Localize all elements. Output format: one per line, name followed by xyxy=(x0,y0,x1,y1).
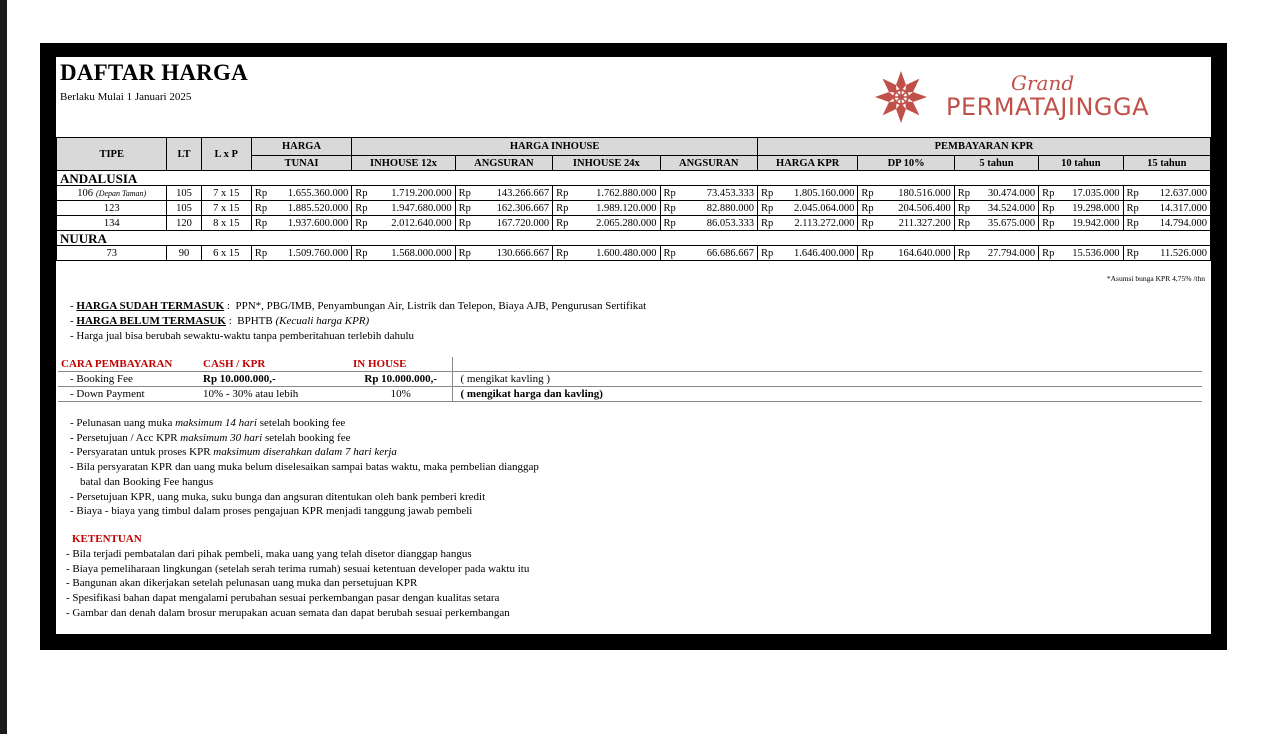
ketentuan-item: - Bila terjadi pembatalan dari pihak pembeli, maka uang yang telah disetor dianggap hangus xyxy=(66,548,472,560)
cell-lt: 105 xyxy=(167,201,201,216)
excluded-line: - HARGA BELUM TERMASUK : BPHTB (Kecuali harga KPR) xyxy=(70,315,370,327)
col-inhouse-12x: INHOUSE 12x xyxy=(352,156,455,171)
cell-lt: 90 xyxy=(167,246,201,261)
term-item: - Persyaratan untuk proses KPR maksimum diserahkan dalam 7 hari kerja xyxy=(70,446,397,459)
included-text: PPN*, PBG/IMB, Penyambungan Air, Listrik dan Telepon, Biaya AJB, Pengurusan Sertifikat xyxy=(235,300,647,312)
header-row-1 xyxy=(57,138,1211,156)
cell-lxp: 7 x 15 xyxy=(201,201,251,216)
col-group-kpr: PEMBAYARAN KPR xyxy=(757,138,1210,156)
ketentuan-item: - Spesifikasi bahan dapat mengalami perubahan sesuai perkembangan pasar dengan kualitas setara xyxy=(66,592,500,605)
cell-price: Rp 1.805.160.000 xyxy=(757,186,857,201)
cell-price: Rp 82.880.000 xyxy=(660,201,757,216)
term-item: - Pelunasan uang muka maksimum 14 hari setelah booking fee xyxy=(70,417,346,429)
cell-price: Rp 1.600.480.000 xyxy=(553,246,660,261)
col-harga-bottom: TUNAI xyxy=(251,156,351,171)
col-harga-kpr: HARGA KPR xyxy=(757,156,857,171)
payment-head-cash: CASH / KPR xyxy=(200,357,350,372)
mandala-logo-icon xyxy=(868,69,934,125)
cell-price: Rp 1.646.400.000 xyxy=(757,246,857,261)
cell-price: Rp 17.035.000 xyxy=(1039,186,1123,201)
payment-table xyxy=(58,357,1202,402)
cell-price: Rp 19.942.000 xyxy=(1039,216,1123,231)
col-angsuran-12: ANGSURAN xyxy=(455,156,552,171)
cell-price: Rp 30.474.000 xyxy=(954,186,1038,201)
cell-price: Rp 2.065.280.000 xyxy=(553,216,660,231)
cell-price: Rp 19.298.000 xyxy=(1039,201,1123,216)
ketentuan-title: KETENTUAN xyxy=(72,533,142,545)
excluded-label: HARGA BELUM TERMASUK xyxy=(76,315,226,327)
col-5-tahun: 5 tahun xyxy=(954,156,1038,171)
payment-head-method: CARA PEMBAYARAN xyxy=(58,357,200,372)
ketentuan-item: - Gambar dan denah dalam brosur merupakan acuan semata dan dapat berubah sesuai perkembangan xyxy=(66,606,510,619)
col-lt: LT xyxy=(167,138,201,171)
cell-price: Rp 1.509.760.000 xyxy=(251,246,351,261)
cell-price: Rp 66.686.667 xyxy=(660,246,757,261)
term-item: - Biaya - biaya yang timbul dalam proses pengajuan KPR menjadi tanggung jawab pembeli xyxy=(70,505,473,518)
brand-logo xyxy=(868,67,1168,127)
cell-tipe: 106 (Depan Taman) xyxy=(57,186,167,201)
col-harga-top: HARGA xyxy=(251,138,351,156)
interest-footnote: *Asumsi bunga KPR 4,75% /thn xyxy=(1106,274,1205,283)
term-item: - Persetujuan KPR, uang muka, suku bunga dan angsuran ditentukan oleh bank pemberi kredit xyxy=(70,490,486,503)
cell-price: Rp 1.947.680.000 xyxy=(352,201,455,216)
col-group-inhouse: HARGA INHOUSE xyxy=(352,138,758,156)
cell-price: Rp 162.306.667 xyxy=(455,201,552,216)
cell-price: Rp 180.516.000 xyxy=(858,186,954,201)
price-table-body xyxy=(57,171,1211,261)
payment-row-dp: - Down Payment 10% - 30% atau lebih 10% ( mengikat harga dan kavling) xyxy=(58,387,1202,402)
cell-price: Rp 27.794.000 xyxy=(954,246,1038,261)
group-name: NUURA xyxy=(57,231,1211,246)
ketentuan-item: - Bangunan akan dikerjakan setelah pelunasan uang muka dan persetujuan KPR xyxy=(66,577,418,590)
document-subtitle: Berlaku Mulai 1 Januari 2025 xyxy=(60,91,192,103)
price-table xyxy=(56,137,1211,261)
logo-brand-text: PERMATAJINGGA xyxy=(946,93,1150,121)
table-row xyxy=(57,246,1211,261)
cell-tipe: 134 xyxy=(57,216,167,231)
cell-price: Rp 1.719.200.000 xyxy=(352,186,455,201)
group-row xyxy=(57,231,1211,246)
cell-tipe: 123 xyxy=(57,201,167,216)
cell-price: Rp 34.524.000 xyxy=(954,201,1038,216)
cell-price: Rp 211.327.200 xyxy=(858,216,954,231)
cell-lt: 105 xyxy=(167,186,201,201)
cell-price: Rp 1.885.520.000 xyxy=(251,201,351,216)
cell-price: Rp 15.536.000 xyxy=(1039,246,1123,261)
cell-price: Rp 2.045.064.000 xyxy=(757,201,857,216)
cell-lxp: 6 x 15 xyxy=(201,246,251,261)
window-edge xyxy=(0,0,7,734)
col-10-tahun: 10 tahun xyxy=(1039,156,1123,171)
term-item: - Bila persyaratan KPR dan uang muka belum diselesaikan sampai batas waktu, maka pembelian dianggap xyxy=(70,461,539,474)
payment-terms xyxy=(70,416,539,519)
logo-script-text: Grand xyxy=(1011,71,1075,95)
included-label: HARGA SUDAH TERMASUK xyxy=(76,300,225,312)
cell-price: Rp 2.012.640.000 xyxy=(352,216,455,231)
cell-tipe: 73 xyxy=(57,246,167,261)
ketentuan-item: - Biaya pemeliharaan lingkungan (setelah serah terima rumah) sesuai ketentuan developer pada waktu itu xyxy=(66,562,530,575)
cell-price: Rp 130.666.667 xyxy=(455,246,552,261)
col-tipe: TIPE xyxy=(57,138,167,171)
table-row xyxy=(57,186,1211,201)
cell-price: Rp 1.989.120.000 xyxy=(553,201,660,216)
excluded-text: BPHTB xyxy=(237,315,273,327)
cell-price: Rp 143.266.667 xyxy=(455,186,552,201)
cell-price: Rp 204.506.400 xyxy=(858,201,954,216)
cell-lt: 120 xyxy=(167,216,201,231)
cell-price: Rp 1.762.880.000 xyxy=(553,186,660,201)
cell-lxp: 7 x 15 xyxy=(201,186,251,201)
cell-price: Rp 1.568.000.000 xyxy=(352,246,455,261)
cell-price: Rp 14.317.000 xyxy=(1123,201,1210,216)
term-item: batal dan Booking Fee hangus xyxy=(80,475,214,488)
group-row xyxy=(57,171,1211,186)
col-dp: DP 10% xyxy=(858,156,954,171)
cell-price: Rp 1.655.360.000 xyxy=(251,186,351,201)
cell-price: Rp 167.720.000 xyxy=(455,216,552,231)
cell-price: Rp 12.637.000 xyxy=(1123,186,1210,201)
price-sheet xyxy=(56,57,1211,634)
payment-row-booking: - Booking Fee Rp 10.000.000,- Rp 10.000.000,- ( mengikat kavling ) xyxy=(58,372,1202,387)
group-name: ANDALUSIA xyxy=(57,171,1211,186)
ketentuan-list xyxy=(66,547,529,621)
term-item: - Persetujuan / Acc KPR maksimum 30 hari setelah booking fee xyxy=(70,431,351,444)
cell-price: Rp 1.937.600.000 xyxy=(251,216,351,231)
col-15-tahun: 15 tahun xyxy=(1123,156,1210,171)
table-row xyxy=(57,216,1211,231)
col-angsuran-24: ANGSURAN xyxy=(660,156,757,171)
col-inhouse-24x: INHOUSE 24x xyxy=(553,156,660,171)
cell-price: Rp 11.526.000 xyxy=(1123,246,1210,261)
col-lxp: L x P xyxy=(201,138,251,171)
cell-price: Rp 14.794.000 xyxy=(1123,216,1210,231)
cell-price: Rp 164.640.000 xyxy=(858,246,954,261)
cell-price: Rp 86.053.333 xyxy=(660,216,757,231)
payment-header-row xyxy=(58,357,1202,372)
price-change-note: - Harga jual bisa berubah sewaktu-waktu tanpa pemberitahuan terlebih dahulu xyxy=(70,330,415,342)
excluded-note: (Kecuali harga KPR) xyxy=(275,315,370,327)
table-row xyxy=(57,201,1211,216)
cell-price: Rp 35.675.000 xyxy=(954,216,1038,231)
document-title: DAFTAR HARGA xyxy=(60,60,248,85)
payment-head-inhouse: IN HOUSE xyxy=(350,357,452,372)
cell-lxp: 8 x 15 xyxy=(201,216,251,231)
cell-price: Rp 73.453.333 xyxy=(660,186,757,201)
cell-price: Rp 2.113.272.000 xyxy=(757,216,857,231)
included-line: - HARGA SUDAH TERMASUK : PPN*, PBG/IMB, Penyambungan Air, Listrik dan Telepon, Biaya AJB, Pengurusan Sertifikat xyxy=(70,300,647,312)
